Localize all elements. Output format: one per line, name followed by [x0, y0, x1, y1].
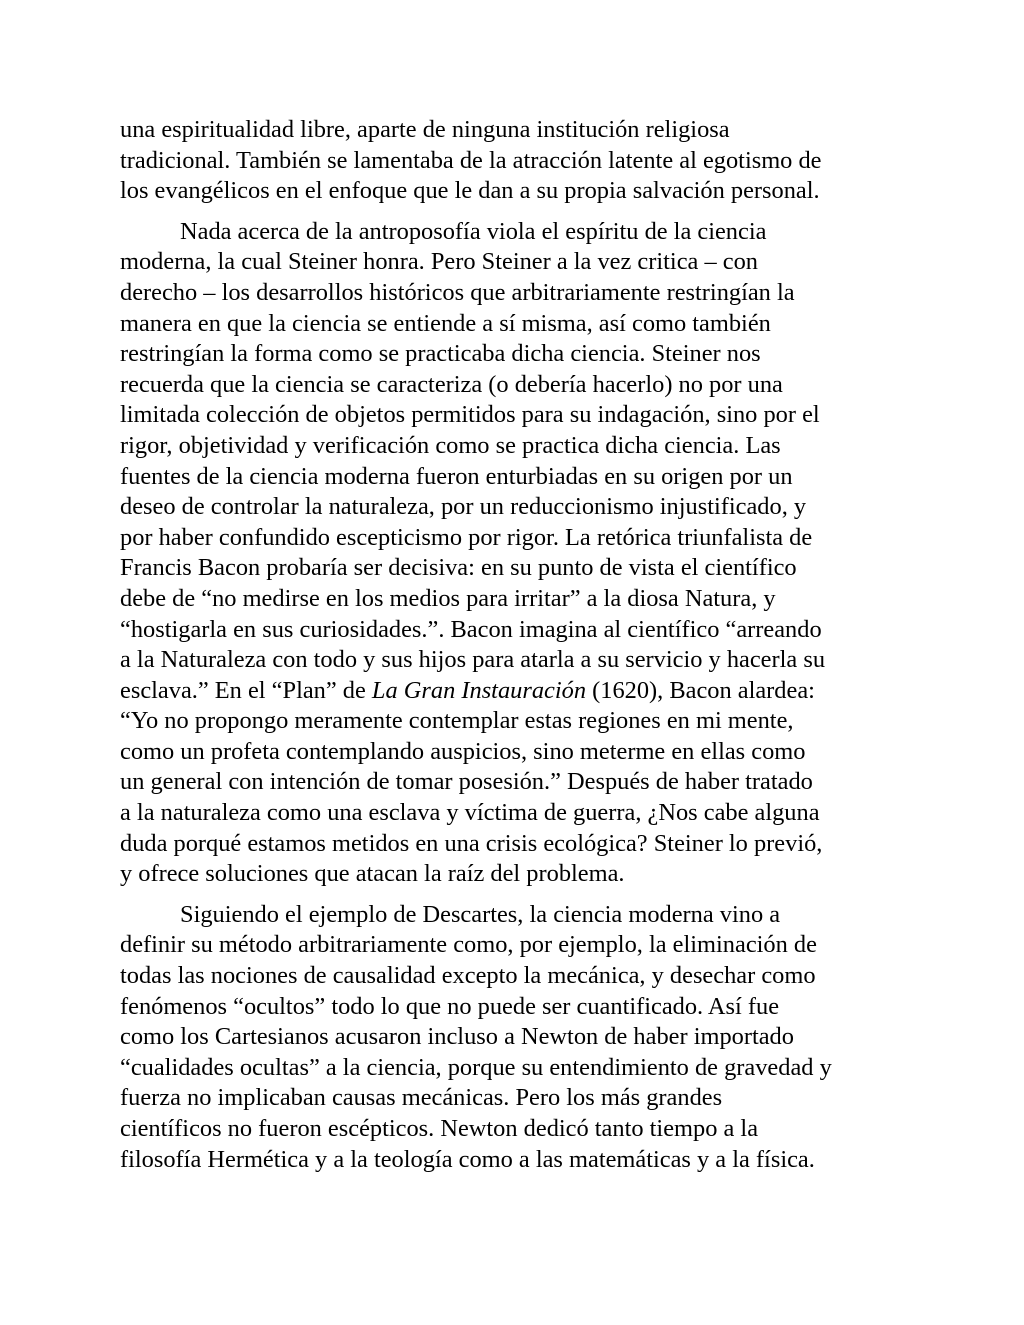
text-line: restringían la forma como se practicaba dicha ciencia. Steiner nos — [120, 340, 761, 368]
book-title: La Gran Instauración — [371, 676, 587, 704]
text-line: como un profeta contemplando auspicios, sino meterme en ellas como — [120, 737, 806, 765]
text-line: duda porqué estamos metidos en una crisis ecológica? Steiner lo previó, — [120, 829, 823, 857]
text-line: definir su método arbitrariamente como, por ejemplo, la eliminación de — [120, 931, 817, 959]
text-line: todas las nociones de causalidad excepto la mecánica, y desechar como — [120, 962, 816, 990]
paragraph-1 — [120, 115, 910, 207]
text-line: tradicional. También se lamentaba de la atracción latente al egotismo de — [120, 146, 822, 174]
text-line: “cualidades ocultas” a la ciencia, porque su entendimiento de gravedad y — [120, 1053, 832, 1081]
text-line: moderna, la cual Steiner honra. Pero Steiner a la vez critica – con — [120, 248, 758, 276]
paragraph-3 — [120, 900, 910, 1175]
text-line: Siguiendo el ejemplo de Descartes, la ciencia moderna vino a — [180, 900, 781, 928]
text-line: debe de “no medirse en los medios para irritar” a la diosa Natura, y — [120, 584, 776, 612]
text-line-with-book-title — [120, 676, 910, 707]
text-line: a la Naturaleza con todo y sus hijos para atarla a su servicio y hacerla su — [120, 646, 826, 674]
text-line: los evangélicos en el enfoque que le dan a su propia salvación personal. — [120, 177, 820, 205]
text-line: una espiritualidad libre, aparte de ninguna institución religiosa — [120, 116, 730, 143]
text-line: limitada colección de objetos permitidos para su indagación, sino por el — [120, 401, 820, 429]
text-line: fenómenos “ocultos” todo lo que no puede ser cuantificado. Así fue — [120, 992, 780, 1020]
text-line: filosofía Hermética y a la teología como a las matemáticas y a la física. — [120, 1145, 815, 1173]
text-line: y ofrece soluciones que atacan la raíz del problema. — [120, 860, 625, 888]
text-line: fuerza no implicaban causas mecánicas. Pero los más grandes — [120, 1084, 723, 1112]
text-line: Francis Bacon probaría ser decisiva: en su punto de vista el científico — [120, 554, 797, 582]
text-segment: esclava.” En el “Plan” de — [120, 676, 372, 704]
text-line: como los Cartesianos acusaron incluso a Newton de haber importado — [120, 1023, 794, 1051]
text-line: manera en que la ciencia se entiende a sí misma, así como también — [120, 309, 771, 337]
body-text — [120, 115, 910, 1175]
text-line: recuerda que la ciencia se caracteriza (o debería hacerlo) no por una — [120, 370, 783, 398]
text-line: derecho – los desarrollos históricos que arbitrariamente restringían la — [120, 278, 795, 306]
text-line: por haber confundido escepticismo por rigor. La retórica triunfalista de — [120, 523, 813, 551]
text-segment: (1620), Bacon alardea: — [586, 676, 815, 704]
text-line: “hostigarla en sus curiosidades.”. Bacon imagina al científico “arreando — [120, 615, 822, 643]
text-line: a la naturaleza como una esclava y víctima de guerra, ¿Nos cabe alguna — [120, 799, 820, 827]
text-line: científicos no fueron escépticos. Newton dedicó tanto tiempo a la — [120, 1115, 759, 1142]
text-line: un general con intención de tomar posesión.” Después de haber tratado — [120, 768, 813, 796]
text-line: Nada acerca de la antroposofía viola el espíritu de la ciencia — [180, 217, 767, 245]
text-line: “Yo no propongo meramente contemplar estas regiones en mi mente, — [120, 707, 794, 735]
text-line: rigor, objetividad y verificación como se practica dicha ciencia. Las — [120, 431, 781, 459]
text-line: deseo de controlar la naturaleza, por un reduccionismo injustificado, y — [120, 493, 807, 521]
text-line: fuentes de la ciencia moderna fueron enturbiadas en su origen por un — [120, 462, 793, 490]
paragraph-2 — [120, 217, 910, 890]
